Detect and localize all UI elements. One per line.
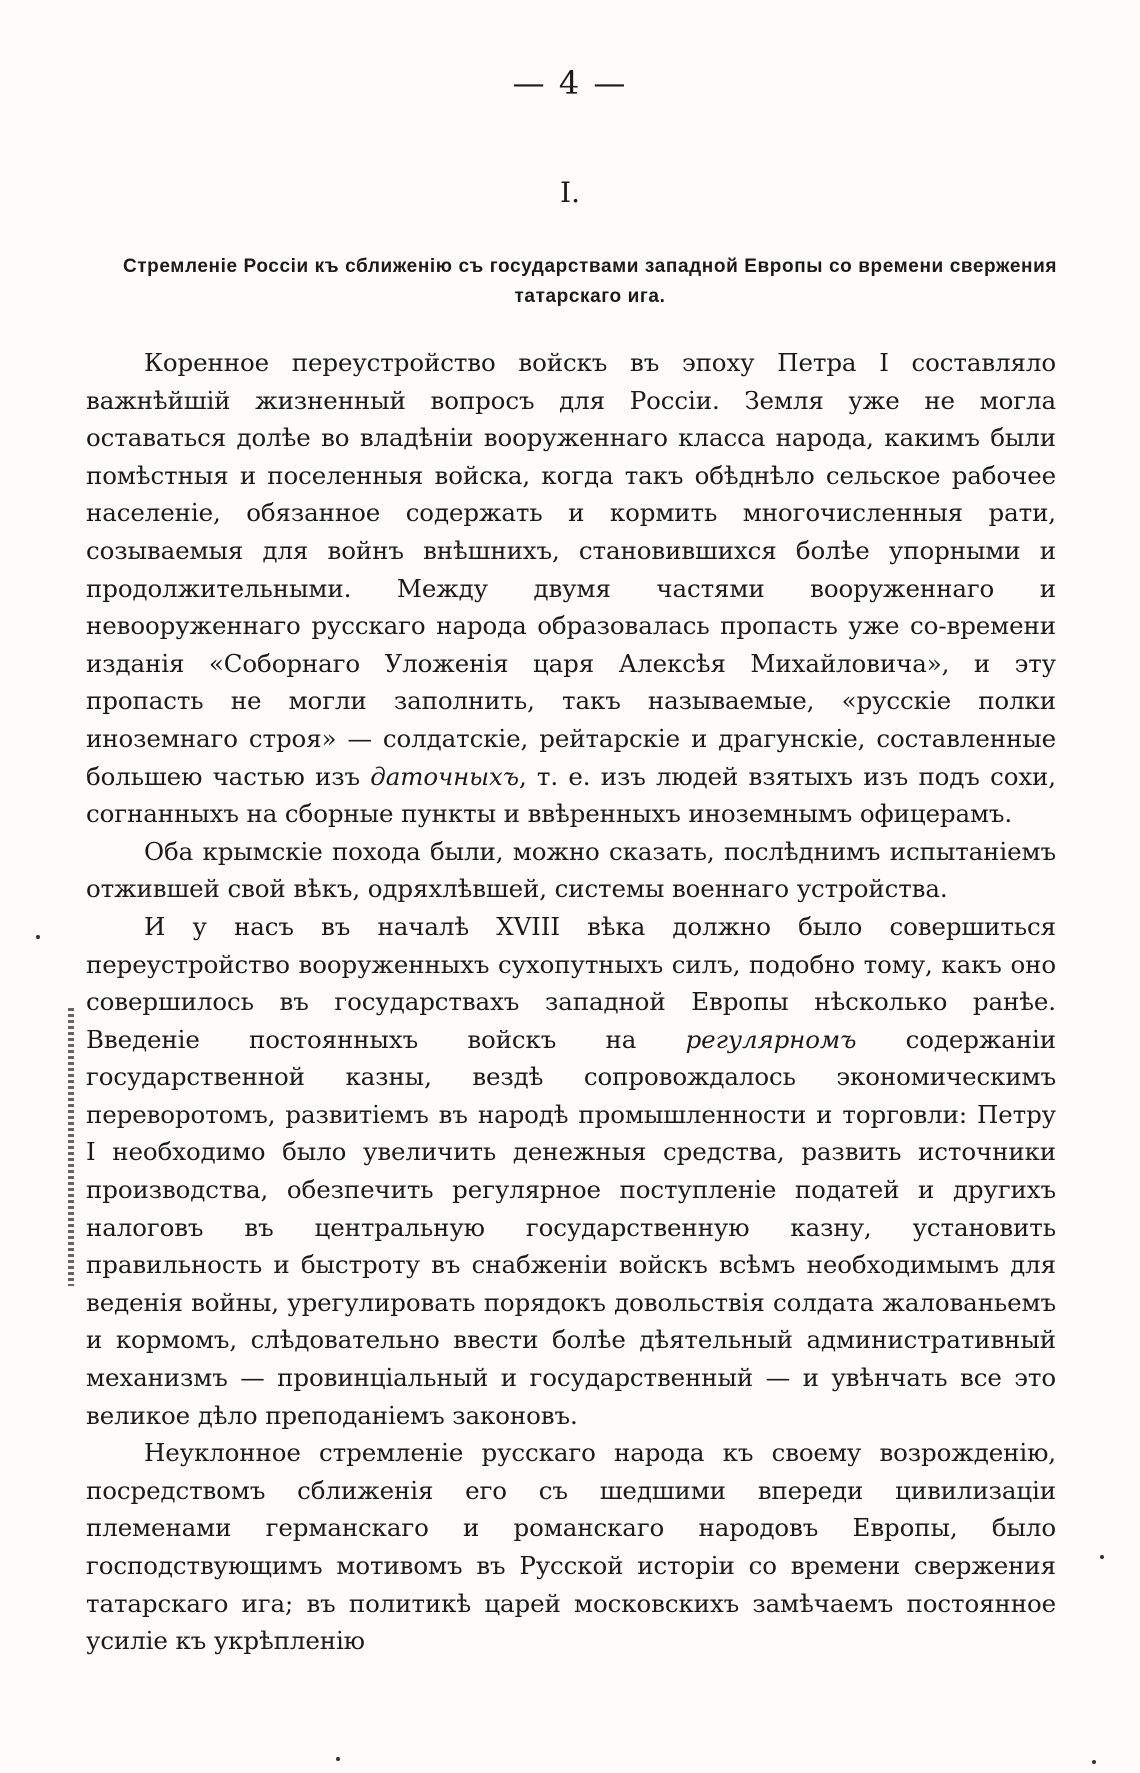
paragraph-4: Неуклонное стремленіе русскаго народа къ своему возрожденію, посредствомъ сближенія его съ шедшими впереди цивилизаціи племенами германскаго и романскаго народовъ Европы, было господствующимъ мотивомъ въ Русской исторіи со времени свержения татарскаго ига; въ политикѣ царей московскихъ замѣчаемъ постоянное усиліе къ укрѣпленію bbox=[86, 1438, 1056, 1656]
paragraph-1 bbox=[86, 344, 1056, 833]
paragraph-1-text-a: Коренное переустройство войскъ въ эпоху Петра I составляло важнѣйшій жизненный вопросъ для Россіи. Земля уже не могла оставаться долѣе во владѣніи вооруженнаго класса народа, какимъ были помѣстныя и поселенныя войска, когда такъ обѣднѣло сельское рабочее населеніе, обязанное содержать и кормить многочисленныя рати, созываемыя для войнъ внѣшнихъ, становившихся болѣе упорными и продолжительными. Между двумя частями вооруженнаго и невооруженнаго русскаго народа образовалась пропасть уже со-времени изданія «Соборнаго Уложенія царя Алексѣя Михайловича», и эту пропасть не могли заполнить, такъ называемые, «русскіе полки иноземнаго строя» — солдатскіе, рейтарскіе и драгунскіе, составленные большею частью изъ bbox=[86, 348, 1056, 791]
paragraph-1-text-b: , т. е. изъ людей взятыхъ изъ подъ сохи, согнанныхъ на сборные пункты и ввѣренныхъ иноземнымъ офицерамъ. bbox=[86, 761, 1056, 829]
paragraph-2: Оба крымскіе похода были, можно сказать, послѣднимъ испытаніемъ отжившей свой вѣкъ, одряхлѣвшей, системы военнаго устройства. bbox=[86, 836, 1056, 904]
chapter-number: I. bbox=[560, 176, 580, 209]
paragraph-3 bbox=[86, 908, 1056, 1434]
margin-pencil-mark bbox=[68, 1008, 74, 1286]
paragraph-3-text-b: содержаніи государственной казны, вездѣ сопровождалось экономическимъ переворотомъ, развитіемъ въ народѣ промышленности и торговли: Петру I необходимо было увеличить денежныя средства, развить источники производства, обезпечить регулярное поступленіе податей и другихъ налоговъ въ центральную государственную казну, установить правильность и быстроту въ снабженіи войскъ всѣмъ необходимымъ для веденія войны, урегулировать порядокъ довольствія солдата жалованьемъ и кормомъ, слѣдовательно ввести болѣе дѣятельный административный механизмъ — провинціальный и государственный — и увѣнчать все это великое дѣло преподаніемъ законовъ. bbox=[86, 1024, 1056, 1430]
paragraph-3-text-a: И у насъ въ началѣ XVIII вѣка должно было совершиться переустройство вооруженныхъ сухопутныхъ силъ, подобно тому, какъ оно совершилось въ государствахъ западной Европы нѣсколько ранѣе. Введеніе постоянныхъ войскъ на bbox=[86, 911, 1056, 1054]
paper-speck bbox=[36, 935, 40, 939]
body-text bbox=[86, 344, 1056, 1660]
paper-speck bbox=[1100, 1555, 1104, 1559]
chapter-title: Стремленіе Россіи къ сближенію съ государствами западной Европы со времени свержения татарскаго ига. bbox=[122, 256, 1058, 307]
paper-speck bbox=[336, 1757, 340, 1761]
page-number: — 4 — bbox=[512, 64, 628, 102]
paper-speck bbox=[1092, 1760, 1096, 1764]
paragraph-3-italic-term: регулярномъ bbox=[685, 1024, 857, 1054]
paragraph-1-italic-term: даточныхъ bbox=[370, 761, 519, 791]
